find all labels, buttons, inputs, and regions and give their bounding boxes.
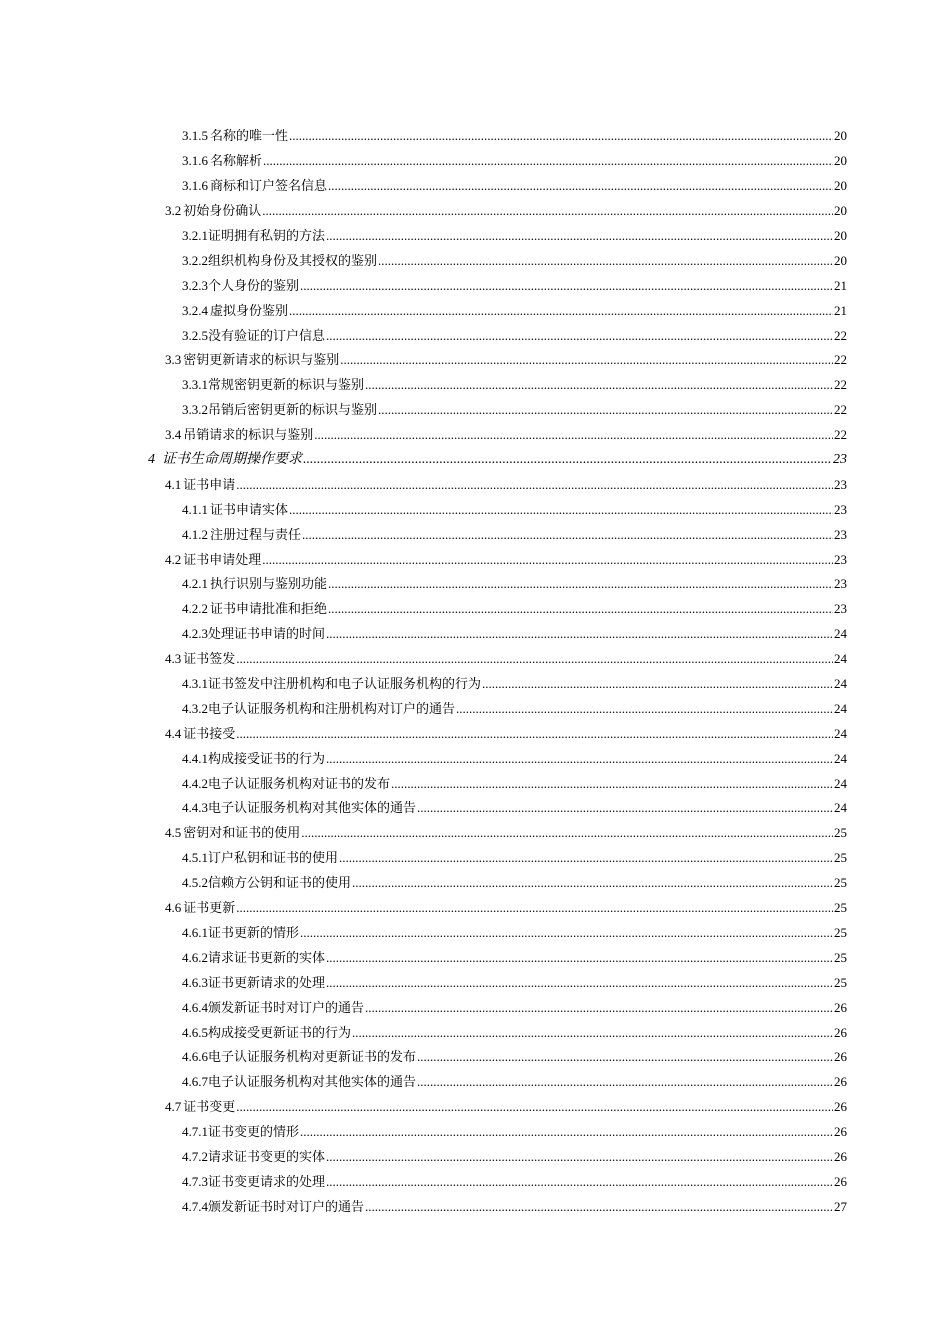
toc-entry-title: 处理证书申请的时间 [208, 626, 326, 642]
toc-entry-number: 3.2.5 [182, 327, 208, 343]
toc-entry-line [182, 1000, 847, 1016]
toc-entry-line [165, 552, 847, 568]
toc-dot-leader [300, 278, 833, 294]
toc-entry[interactable] [0, 771, 950, 796]
toc-entry-number: 4.7 [165, 1099, 182, 1115]
toc-entry-title: 个人身份的鉴别 [208, 277, 300, 293]
toc-page-number: 24 [834, 700, 847, 716]
toc-dot-leader [328, 576, 833, 592]
toc-entry-line [182, 875, 847, 891]
toc-entry-line [165, 477, 847, 493]
toc-dot-leader [236, 726, 833, 742]
toc-entry-number: 4.6.4 [182, 999, 208, 1015]
toc-entry-line [182, 601, 847, 617]
toc-page-number: 20 [834, 178, 847, 194]
toc-entry[interactable] [0, 522, 950, 547]
toc-dot-leader [289, 128, 833, 144]
toc-entry-number: 4.2.3 [182, 626, 208, 642]
toc-page-number: 26 [834, 999, 847, 1015]
toc-entry-number: 4.2 [165, 551, 182, 567]
toc-entry-title: 证书更新的情形 [208, 924, 300, 940]
toc-entry-number: 4.6.3 [182, 974, 208, 990]
toc-entry-title: 证书签发 [183, 651, 236, 667]
toc-dot-leader [326, 751, 833, 767]
toc-entry[interactable] [0, 323, 950, 348]
toc-entry-line [182, 950, 847, 966]
toc-entry[interactable] [0, 647, 950, 672]
toc-entry-title: 证书申请处理 [183, 551, 262, 567]
toc-dot-leader [263, 153, 833, 169]
toc-entry[interactable] [0, 796, 950, 821]
toc-entry[interactable] [0, 846, 950, 871]
toc-entry-title: 请求证书更新的实体 [208, 949, 326, 965]
toc-entry-number: 4.7.1 [182, 1124, 208, 1140]
toc-page-number: 25 [834, 924, 847, 940]
toc-entry-line [182, 303, 847, 319]
toc-entry-title: 密钥更新请求的标识与鉴别 [183, 352, 340, 368]
toc-entry-line [165, 203, 847, 219]
toc-entry-title: 电子认证服务机构对更新证书的发布 [208, 1049, 417, 1065]
toc-page-number: 24 [834, 676, 847, 692]
toc-entry-line [165, 427, 847, 443]
toc-entry-title: 证书更新请求的处理 [208, 974, 326, 990]
toc-entry-number: 4.6.1 [182, 924, 208, 940]
toc-entry[interactable] [0, 821, 950, 846]
toc-entry-title: 请求证书变更的实体 [208, 1148, 326, 1164]
toc-page-number: 26 [834, 1173, 847, 1189]
toc-entry-title: 证书申请批准和拒绝 [210, 601, 328, 617]
toc-dot-leader [326, 950, 833, 966]
toc-entry-title: 证书接受 [183, 725, 236, 741]
toc-entry-title: 电子认证服务机构和注册机构对订户的通告 [208, 700, 456, 716]
toc-entry-line [182, 676, 847, 692]
toc-page-number: 23 [834, 501, 847, 517]
toc-entry[interactable] [0, 373, 950, 398]
toc-entry-number: 3.1.6 [182, 153, 208, 169]
toc-entry[interactable] [0, 149, 950, 174]
toc-entry-line [182, 1174, 847, 1190]
toc-dot-leader [326, 1174, 833, 1190]
toc-page-number: 20 [834, 203, 847, 219]
toc-entry-number: 4.6.6 [182, 1049, 208, 1065]
toc-entry-title: 证书申请实体 [210, 501, 289, 517]
toc-entry-number: 3.2 [165, 203, 182, 219]
toc-entry[interactable] [0, 746, 950, 771]
toc-entry-number: 4.7.2 [182, 1148, 208, 1164]
toc-entry-title: 名称的唯一性 [210, 128, 289, 144]
toc-page-number: 24 [834, 626, 847, 642]
toc-entry-number: 4.4.1 [182, 750, 208, 766]
toc-entry-line [182, 178, 847, 194]
toc-entry[interactable] [0, 696, 950, 721]
toc-page-number: 20 [834, 252, 847, 268]
toc-entry-number: 4.2.2 [182, 601, 208, 617]
toc-entry-number: 4.6.2 [182, 949, 208, 965]
toc-dot-leader [339, 850, 833, 866]
toc-entry-line [182, 925, 847, 941]
toc-entry-number: 4.3 [165, 651, 182, 667]
toc-dot-leader [482, 676, 833, 692]
toc-page-number: 26 [834, 1049, 847, 1065]
toc-page-number: 23 [834, 551, 847, 567]
toc-dot-leader [236, 900, 833, 916]
toc-page-number: 25 [834, 875, 847, 891]
toc-entry-line [182, 776, 847, 792]
toc-entry-title: 证书变更的情形 [208, 1124, 300, 1140]
toc-dot-leader [417, 1049, 833, 1065]
toc-dot-leader [328, 601, 833, 617]
toc-entry[interactable] [0, 871, 950, 896]
toc-entry[interactable] [0, 199, 950, 224]
toc-page-number: 25 [834, 825, 847, 841]
toc-entry-title: 密钥对和证书的使用 [183, 825, 301, 841]
toc-entry-line [148, 452, 847, 468]
toc-dot-leader [301, 825, 833, 841]
toc-entry-number: 4.4 [165, 725, 182, 741]
toc-entry-number: 3.2.2 [182, 252, 208, 268]
toc-entry-line [182, 1049, 847, 1065]
toc-dot-leader [303, 452, 832, 468]
toc-dot-leader [262, 552, 833, 568]
toc-entry-line [182, 1124, 847, 1140]
toc-entry-number: 4.6.7 [182, 1074, 208, 1090]
toc-entry[interactable] [0, 1045, 950, 1070]
toc-page-number: 20 [834, 228, 847, 243]
toc-entry-number: 4.7.4 [182, 1198, 208, 1214]
toc-entry-line [182, 975, 847, 991]
toc-entry-line [182, 527, 847, 543]
toc-entry-number: 3.1.5 [182, 128, 208, 144]
toc-entry[interactable] [0, 1194, 950, 1219]
toc-entry-title: 吊销后密钥更新的标识与鉴别 [208, 402, 378, 418]
toc-entry-title: 证书变更请求的处理 [208, 1173, 326, 1189]
toc-entry-title: 组织机构身份及其授权的鉴别 [208, 252, 378, 268]
toc-page-number: 21 [834, 302, 847, 318]
toc-entry-line [165, 825, 847, 841]
toc-entry-number: 3.3 [165, 352, 182, 368]
toc-page-number: 22 [834, 402, 847, 418]
toc-entry[interactable] [0, 896, 950, 921]
toc-entry[interactable] [0, 970, 950, 995]
toc-page-number: 23 [833, 452, 847, 468]
toc-page-number: 24 [834, 651, 847, 667]
toc-entry-title: 构成接受证书的行为 [208, 750, 326, 766]
toc-entry-line [182, 153, 847, 169]
toc-entry[interactable] [0, 248, 950, 273]
toc-entry-title: 虚拟身份鉴别 [210, 302, 289, 318]
toc-page-number: 23 [834, 576, 847, 592]
toc-entry[interactable] [0, 298, 950, 323]
toc-page-number: 26 [834, 1099, 847, 1115]
toc-entry-number: 4.6 [165, 900, 182, 916]
toc-entry-line [182, 626, 847, 642]
toc-entry-title: 电子认证服务机构对其他实体的通告 [208, 800, 417, 816]
toc-dot-leader [328, 178, 833, 194]
toc-entry-line [182, 800, 847, 816]
toc-entry-title: 名称解析 [210, 153, 263, 169]
toc-entry[interactable] [0, 348, 950, 373]
toc-page-number: 22 [834, 427, 847, 443]
toc-entry-title: 执行识别与鉴别功能 [210, 576, 328, 592]
toc-dot-leader [302, 527, 833, 543]
toc-entry[interactable] [0, 1095, 950, 1120]
toc-entry[interactable] [0, 224, 950, 249]
toc-dot-leader [417, 1074, 833, 1090]
toc-entry-line [165, 900, 847, 916]
toc-entry-title: 证书变更 [183, 1099, 236, 1115]
toc-entry-number: 3.1.6 [182, 178, 208, 194]
toc-entry-title: 吊销请求的标识与鉴别 [183, 427, 314, 443]
toc-entry[interactable] [0, 1070, 950, 1095]
toc-entry-title: 没有验证的订户信息 [208, 327, 326, 343]
toc-entry[interactable] [0, 423, 950, 448]
toc-entry[interactable] [0, 448, 950, 473]
toc-dot-leader [326, 975, 833, 991]
toc-entry-title: 证书签发中注册机构和电子认证服务机构的行为 [208, 676, 482, 692]
toc-entry-number: 3.2.1 [182, 228, 208, 243]
toc-page-number: 26 [834, 1148, 847, 1164]
toc-dot-leader [326, 626, 833, 642]
toc-entry-title: 电子认证服务机构对证书的发布 [208, 775, 391, 791]
toc-page-number: 24 [834, 725, 847, 741]
toc-dot-leader [326, 328, 833, 344]
toc-page-number: 24 [834, 800, 847, 816]
toc-dot-leader [417, 800, 833, 816]
toc-entry-number: 4.5.2 [182, 875, 208, 891]
toc-entry-number: 4.3.2 [182, 700, 208, 716]
toc-entry[interactable] [0, 597, 950, 622]
toc-dot-leader [236, 651, 833, 667]
toc-dot-leader [262, 203, 833, 219]
toc-entry-title: 电子认证服务机构对其他实体的通告 [208, 1074, 417, 1090]
toc-entry-title: 证书更新 [183, 900, 236, 916]
toc-entry-line [182, 1199, 847, 1215]
toc-entry-line [182, 377, 847, 393]
toc-entry-number: 4.2.1 [182, 576, 208, 592]
toc-page-number: 26 [834, 1074, 847, 1090]
toc-entry[interactable] [0, 174, 950, 199]
toc-dot-leader [289, 303, 833, 319]
toc-entry-title: 证明拥有私钥的方法 [208, 228, 326, 243]
toc-dot-leader [289, 502, 833, 518]
toc-entry[interactable] [0, 945, 950, 970]
toc-entry-number: 4.1.1 [182, 501, 208, 517]
toc-entry-number: 4.1 [165, 476, 182, 492]
toc-entry[interactable] [0, 995, 950, 1020]
toc-entry-title: 颁发新证书时对订户的通告 [208, 999, 365, 1015]
toc-entry-line [182, 1025, 847, 1041]
toc-dot-leader [236, 477, 833, 493]
toc-dot-leader [352, 875, 833, 891]
toc-page-number: 23 [834, 601, 847, 617]
toc-entry-line [165, 651, 847, 667]
toc-entry-line [182, 402, 847, 418]
toc-page-number: 26 [834, 1124, 847, 1140]
toc-dot-leader [378, 402, 833, 418]
toc-dot-leader [456, 701, 833, 717]
toc-entry-number: 4.5 [165, 825, 182, 841]
toc-entry-title: 订户私钥和证书的使用 [208, 850, 339, 866]
toc-dot-leader [352, 1025, 833, 1041]
toc-page-number: 22 [834, 377, 847, 393]
toc-entry[interactable] [0, 1120, 950, 1145]
toc-dot-leader [300, 1124, 833, 1140]
toc-entry-number: 4.3.1 [182, 676, 208, 692]
toc-dot-leader [365, 377, 833, 393]
toc-entry[interactable] [0, 273, 950, 298]
toc-dot-leader [300, 925, 833, 941]
toc-page-number: 24 [834, 750, 847, 766]
toc-entry-title: 证书申请 [183, 476, 236, 492]
toc-entry[interactable] [0, 1145, 950, 1170]
toc-dot-leader [378, 253, 833, 269]
toc-entry-line [165, 1099, 847, 1115]
toc-entry-line [182, 1074, 847, 1090]
toc-entry-line [165, 352, 847, 368]
toc-entry[interactable] [0, 622, 950, 647]
toc-entry[interactable] [0, 672, 950, 697]
toc-page-number: 23 [834, 526, 847, 542]
toc-entry-title: 注册过程与责任 [210, 526, 302, 542]
toc-page-number: 23 [834, 476, 847, 492]
toc-page-number: 20 [834, 153, 847, 169]
toc-entry-number: 4.5.1 [182, 850, 208, 866]
table-of-contents [0, 124, 950, 1219]
toc-entry-title: 信赖方公钥和证书的使用 [208, 875, 352, 891]
toc-page-number: 22 [834, 352, 847, 368]
toc-entry-title: 证书生命周期操作要求 [162, 452, 302, 468]
toc-dot-leader [365, 1199, 833, 1215]
toc-entry-title: 颁发新证书时对订户的通告 [208, 1198, 365, 1214]
toc-page-number: 24 [834, 775, 847, 791]
toc-entry-line [182, 701, 847, 717]
toc-page-number: 27 [834, 1198, 847, 1214]
toc-entry-line [182, 278, 847, 294]
toc-page-number: 21 [834, 277, 847, 293]
toc-entry-number: 4.7.3 [182, 1173, 208, 1189]
toc-entry-line [165, 726, 847, 742]
toc-entry-number: 3.4 [165, 427, 182, 443]
toc-entry-line [182, 502, 847, 518]
toc-entry[interactable] [0, 472, 950, 497]
toc-entry[interactable] [0, 1020, 950, 1045]
toc-entry-line [182, 328, 847, 344]
toc-dot-leader [365, 1000, 833, 1016]
toc-dot-leader [314, 427, 833, 443]
toc-entry[interactable] [0, 398, 950, 423]
toc-entry-number: 3.2.4 [182, 302, 208, 318]
toc-entry-number: 4.6.5 [182, 1024, 208, 1040]
toc-dot-leader [236, 1099, 833, 1115]
toc-entry-line [182, 228, 847, 244]
toc-dot-leader [340, 352, 833, 368]
toc-entry-number: 4.1.2 [182, 526, 208, 542]
toc-page-number: 20 [834, 128, 847, 144]
toc-dot-leader [326, 1149, 833, 1165]
toc-page-number: 26 [834, 1024, 847, 1040]
toc-entry[interactable] [0, 1169, 950, 1194]
toc-entry[interactable] [0, 572, 950, 597]
toc-entry[interactable] [0, 497, 950, 522]
toc-entry[interactable] [0, 124, 950, 149]
toc-page-number: 25 [834, 850, 847, 866]
toc-entry-title: 商标和订户签名信息 [210, 178, 328, 194]
toc-page-number: 25 [834, 974, 847, 990]
toc-entry-line [182, 751, 847, 767]
toc-entry[interactable] [0, 921, 950, 946]
toc-page-number: 25 [834, 949, 847, 965]
toc-entry-number: 3.2.3 [182, 277, 208, 293]
toc-page-number: 22 [834, 327, 847, 343]
toc-dot-leader [326, 228, 833, 244]
toc-entry-number: 4 [148, 452, 155, 468]
toc-entry-number: 3.3.1 [182, 377, 208, 393]
toc-entry-number: 3.3.2 [182, 402, 208, 418]
toc-entry-title: 初始身份确认 [183, 203, 262, 219]
toc-page-number: 25 [834, 900, 847, 916]
toc-entry-title: 构成接受更新证书的行为 [208, 1024, 352, 1040]
toc-entry-line [182, 1149, 847, 1165]
toc-entry[interactable] [0, 547, 950, 572]
toc-entry-line [182, 850, 847, 866]
toc-entry-line [182, 576, 847, 592]
toc-entry-line [182, 253, 847, 269]
toc-entry-title: 常规密钥更新的标识与鉴别 [208, 377, 365, 393]
toc-entry[interactable] [0, 721, 950, 746]
toc-entry-line [182, 128, 847, 144]
toc-entry-number: 4.4.2 [182, 775, 208, 791]
toc-dot-leader [391, 776, 833, 792]
toc-entry-number: 4.4.3 [182, 800, 208, 816]
